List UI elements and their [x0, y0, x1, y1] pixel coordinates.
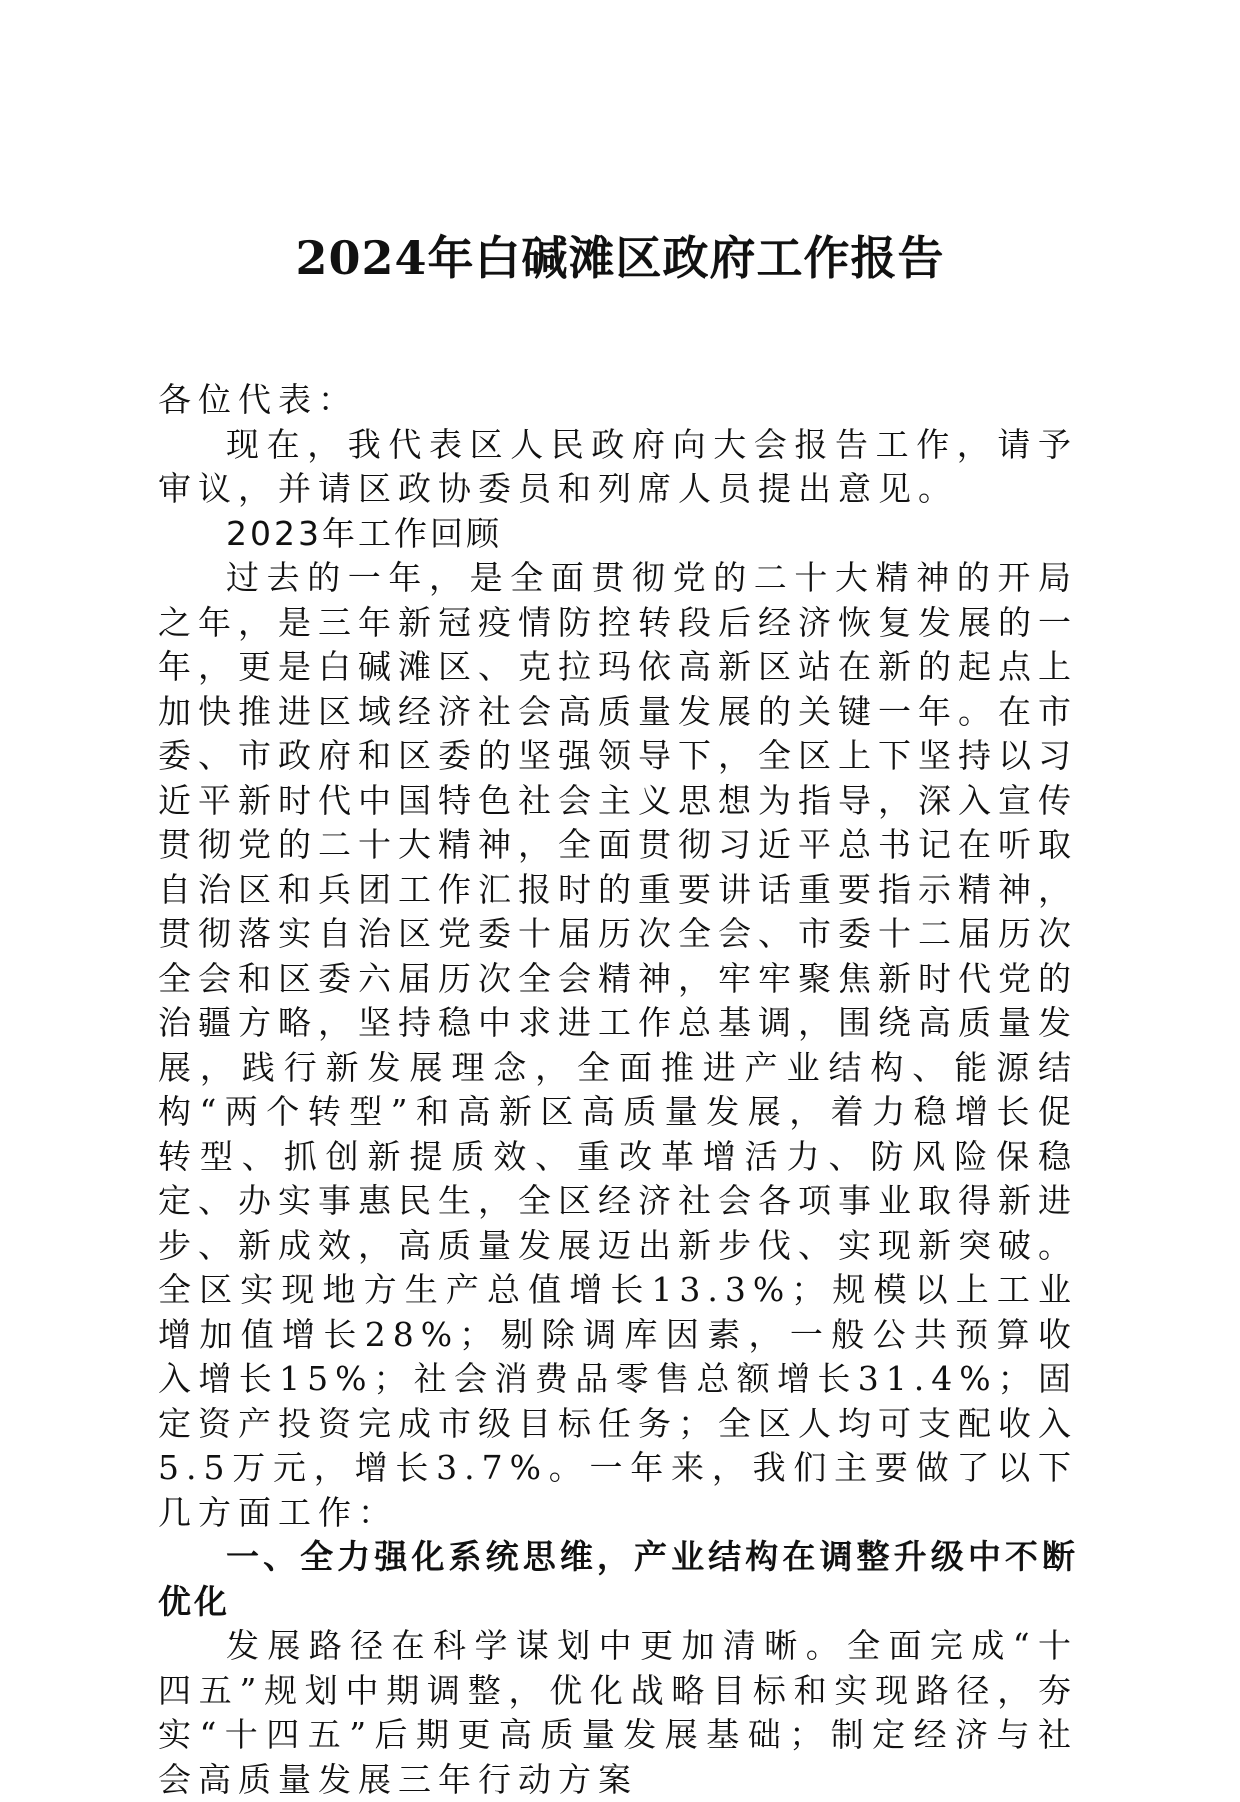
salutation: 各位代表：	[158, 380, 358, 419]
subsection-paragraph: 发展路径在科学谋划中更加清晰。全面完成“十四五”规划中期调整，优化战略目标和实现路径，夯实“十四五”后期更高质量发展基础；制定经济与社会高质量发展三年行动方案	[158, 1626, 1078, 1799]
document-body	[158, 378, 1078, 1802]
document-title: 2024年白碱滩区政府工作报告	[295, 231, 945, 285]
section-heading: 2023年工作回顾	[226, 513, 502, 553]
review-paragraph: 过去的一年，是全面贯彻党的二十大精神的开局之年，是三年新冠疫情防控转段后经济恢复发展的一年，更是白碱滩区、克拉玛依高新区站在新的起点上加快推进区域经济社会高质量发展的关键一年。在市委、市政府和区委的坚强领导下，全区上下坚持以习近平新时代中国特色社会主义思想为指导，深入宣传贯彻党的二十大精神，全面贯彻习近平总书记在听取自治区和兵团工作汇报时的重要讲话重要指示精神，贯彻落实自治区党委十届历次全会、市委十二届历次全会和区委六届历次全会精神，牢牢聚焦新时代党的治疆方略，坚持稳中求进工作总基调，围绕高质量发展，践行新发展理念，全面推进产业结构、能源结构“两个转型”和高新区高质量发展，着力稳增长促转型、抓创新提质效、重改革增活力、防风险保稳定、办实事惠民生，全区经济社会各项事业取得新进步、新成效，高质量发展迈出新步伐、实现新突破。全区实现地方生产总值增长13.3%；规模以上工业增加值增长28%；剔除调库因素，一般公共预算收入增长15%；社会消费品零售总额增长31.4%；固定资产投资完成市级目标任务；全区人均可支配收入5.5万元，增长3.7%。一年来，我们主要做了以下几方面工作：	[158, 558, 1078, 1532]
intro-paragraph: 现在，我代表区人民政府向大会报告工作，请予审议，并请区政协委员和列席人员提出意见。	[158, 424, 1078, 508]
subheading-1: 一、全力强化系统思维，产业结构在调整升级中不断优化	[158, 1537, 1078, 1621]
